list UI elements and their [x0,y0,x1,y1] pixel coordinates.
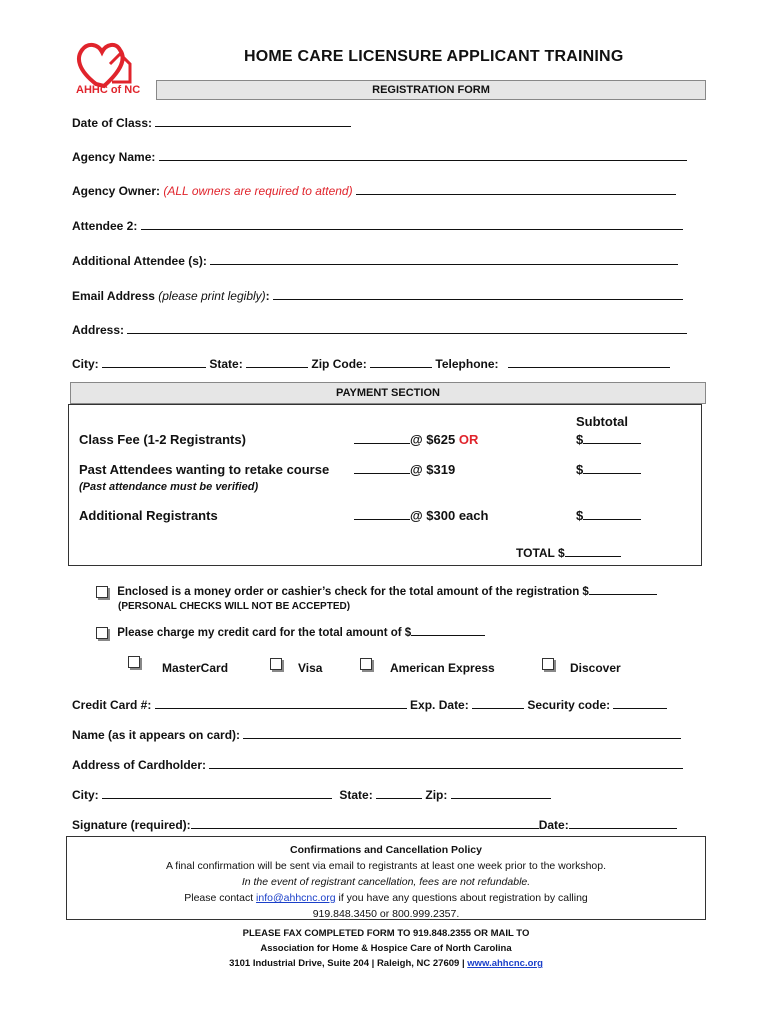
cardholder-address-label: Address of Cardholder: [72,758,207,772]
subtotal-header: Subtotal [576,414,628,429]
policy-title: Confirmations and Cancellation Policy [290,844,482,856]
name-on-card-field[interactable] [243,728,681,739]
agency-owner-label: Agency Owner: [72,184,161,198]
discover-checkbox[interactable] [542,655,554,673]
subtitle-bar [156,80,706,100]
amex-checkbox[interactable] [360,655,372,673]
footer-fax: PLEASE FAX COMPLETED FORM TO 919.848.2355 OR MAIL TO [242,928,530,939]
state-field[interactable] [246,357,308,368]
email-note: (please print legibly) [158,289,266,303]
agency-name-label: Agency Name: [72,150,156,164]
policy-line2: In the event of registrant cancellation, fees are not refundable. [241,876,531,888]
footer-website-link[interactable]: www.ahhcnc.org [467,958,543,969]
visa-label: Visa [298,661,323,675]
amex-label: American Express [390,661,495,675]
telephone-label: Telephone: [435,357,499,371]
zip-label: Zip Code: [311,357,367,371]
policy-contact-text: Please contact [184,892,254,904]
email-colon: : [265,289,270,303]
date-of-class-label: Date of Class: [72,116,153,130]
attendee2-field[interactable] [141,219,683,230]
additional-registrants-subtotal[interactable] [583,509,641,520]
city-field[interactable] [102,357,206,368]
agency-owner-note: (ALL owners are required to attend) [163,184,353,198]
class-fee-price: @ $625 [410,432,456,447]
class-fee-subtotal[interactable] [583,433,641,444]
security-code-label: Security code: [527,698,611,712]
footer-address-text: 3101 Industrial Drive, Suite 204 | Raleigh, NC 27609 | [229,958,465,969]
money-order-checkbox[interactable] [96,586,108,598]
card-city-label: City: [72,788,99,802]
class-fee-qty[interactable] [354,433,410,444]
email-label: Email Address [72,289,155,303]
card-zip-field[interactable] [451,788,551,799]
class-fee-label: Class Fee (1-2 Registrants) [79,432,246,447]
form-subtitle: REGISTRATION FORM [372,84,490,96]
signature-date-label: Date: [538,818,569,832]
agency-owner-field[interactable] [356,184,676,195]
payment-section-title: PAYMENT SECTION [336,387,440,399]
discover-label: Discover [570,661,621,675]
past-attendees-subtotal[interactable] [583,463,641,474]
credit-card-number-field[interactable] [155,698,407,709]
visa-checkbox[interactable] [270,655,282,673]
credit-card-amount[interactable] [411,625,485,636]
address-field[interactable] [127,323,687,334]
signature-field[interactable] [191,818,539,829]
past-attendees-subtotal-label: $ [576,462,584,477]
signature-label: Signature (required): [72,818,191,832]
money-order-label: Enclosed is a money order or cashier’s check for the total amount of the registration $ [117,586,589,598]
attendee2-label: Attendee 2: [72,219,138,233]
card-state-field[interactable] [376,788,422,799]
past-attendees-qty[interactable] [354,463,410,474]
exp-date-field[interactable] [472,698,524,709]
date-of-class-field[interactable] [155,116,351,127]
cardholder-address-field[interactable] [209,758,683,769]
email-field[interactable] [273,289,683,300]
security-code-field[interactable] [613,698,667,709]
total-field[interactable] [565,546,621,557]
total-label: TOTAL $ [516,546,565,560]
additional-attendees-field[interactable] [210,254,678,265]
exp-date-label: Exp. Date: [410,698,469,712]
footer-address [66,956,706,971]
additional-registrants-label: Additional Registrants [79,508,218,523]
agency-name-field[interactable] [159,150,687,161]
credit-card-number-label: Credit Card #: [72,698,152,712]
zip-field[interactable] [370,357,432,368]
policy-line4: 919.848.3450 or 800.999.2357. [312,908,460,920]
card-city-field[interactable] [102,788,332,799]
past-attendees-label: Past Attendees wanting to retake course [79,462,330,477]
policy-email-link[interactable]: info@ahhcnc.org [256,892,336,904]
past-attendees-price: @ $319 [410,462,456,477]
mastercard-label: MasterCard [162,661,229,675]
card-zip-label: Zip: [425,788,448,802]
additional-registrants-price: @ $300 each [410,508,489,523]
name-on-card-label: Name (as it appears on card): [72,728,241,742]
address-label: Address: [72,323,125,337]
class-fee-subtotal-label: $ [576,432,584,447]
credit-card-label: Please charge my credit card for the total amount of $ [117,627,412,639]
policy-calling-text: if you have any questions about registration by calling [338,892,588,904]
additional-registrants-subtotal-label: $ [576,508,584,523]
page-title: HOME CARE LICENSURE APPLICANT TRAINING [244,48,624,65]
no-personal-checks: (PERSONAL CHECKS WILL NOT BE ACCEPTED) [118,601,351,612]
payment-section-bar [70,382,706,404]
money-order-amount[interactable] [589,584,657,595]
credit-card-checkbox[interactable] [96,627,108,639]
city-label: City: [72,357,99,371]
logo-text: AHHC of NC [76,84,141,96]
additional-registrants-qty[interactable] [354,509,410,520]
policy-line3 [66,890,706,906]
logo [74,36,141,100]
telephone-field[interactable] [508,357,670,368]
or-label: OR [458,432,479,447]
additional-attendees-label: Additional Attendee (s): [72,254,207,268]
policy-line1: A final confirmation will be sent via email to registrants at least one week prior to the workshop. [165,860,607,872]
mastercard-checkbox[interactable] [128,653,140,671]
signature-date-field[interactable] [569,818,677,829]
past-attendees-note: (Past attendance must be verified) [79,481,259,493]
footer-org: Association for Home & Hospice Care of North Carolina [260,943,512,954]
card-state-label: State: [339,788,373,802]
state-label: State: [209,357,243,371]
